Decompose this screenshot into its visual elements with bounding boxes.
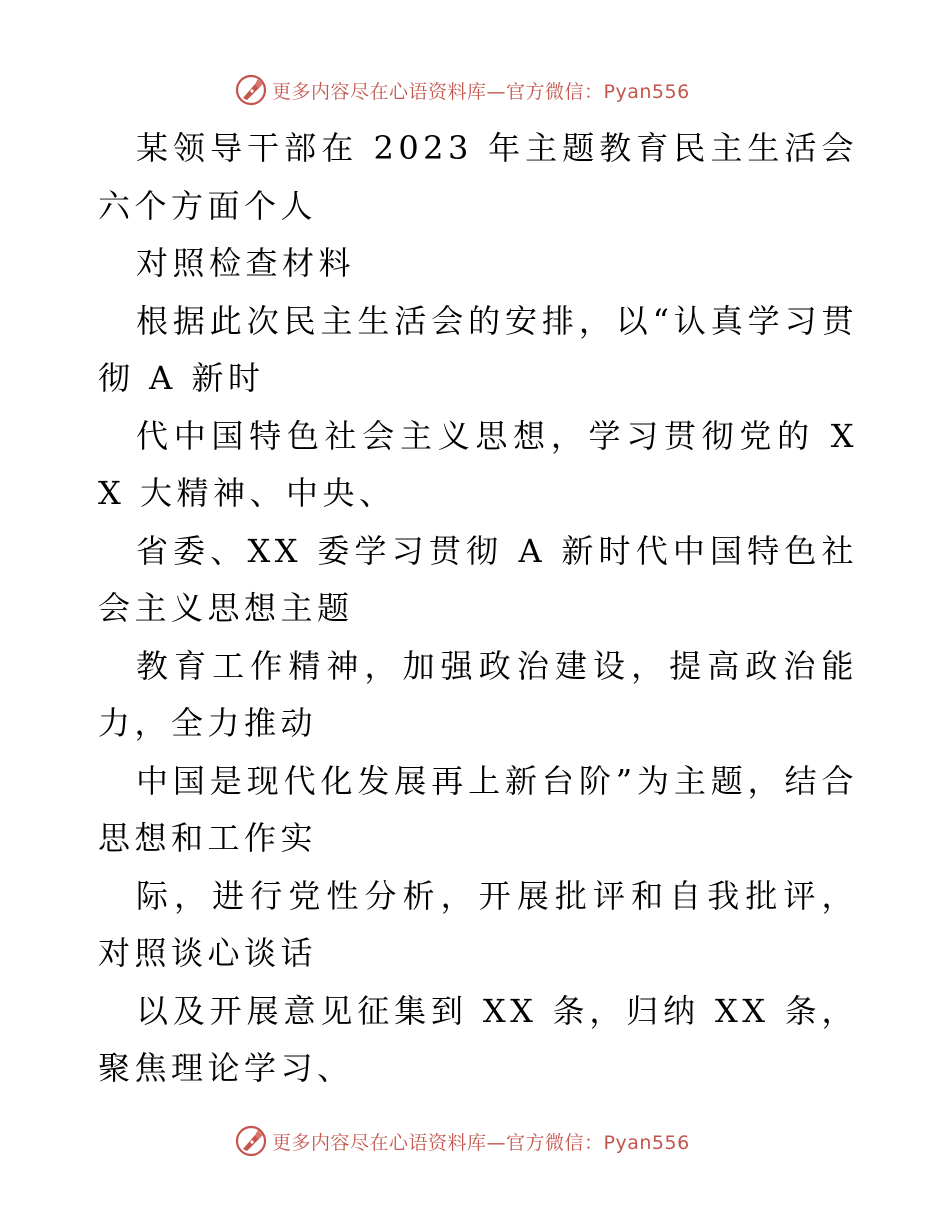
doc-subtitle-line: 对照检查材料 (136, 244, 356, 282)
document-body (98, 120, 858, 1098)
body-paragraph: 以及开展意见征集到 XX 条，归纳 XX 条，聚焦理论学习、 (98, 991, 858, 1087)
pen-nib-logo-icon (234, 1124, 268, 1158)
body-paragraph: 教育工作精神，加强政治建设，提高政治能力，全力推动 (98, 646, 858, 742)
watermark-text: 更多内容尽在心语资料库—官方微信：Pyan556 (272, 80, 690, 103)
header-watermark (234, 73, 690, 107)
body-paragraph: 际，进行党性分析，开展批评和自我批评，对照谈心谈话 (98, 876, 858, 972)
watermark-text: 更多内容尽在心语资料库—官方微信：Pyan556 (272, 1131, 690, 1154)
doc-title-line: 某领导干部在 2023 年主题教育民主生活会六个方面个人 (98, 129, 858, 225)
body-paragraph: 根据此次民主生活会的安排，以“认真学习贯彻 A 新时 (98, 301, 858, 397)
body-paragraph: 中国是现代化发展再上新台阶”为主题，结合思想和工作实 (98, 761, 858, 857)
body-paragraph: 代中国特色社会主义思想，学习贯彻党的 XX 大精神、中央、 (98, 416, 858, 512)
footer-watermark (234, 1124, 690, 1158)
pen-nib-logo-icon (234, 73, 268, 107)
body-paragraph: 省委、XX 委学习贯彻 A 新时代中国特色社会主义思想主题 (98, 531, 858, 627)
